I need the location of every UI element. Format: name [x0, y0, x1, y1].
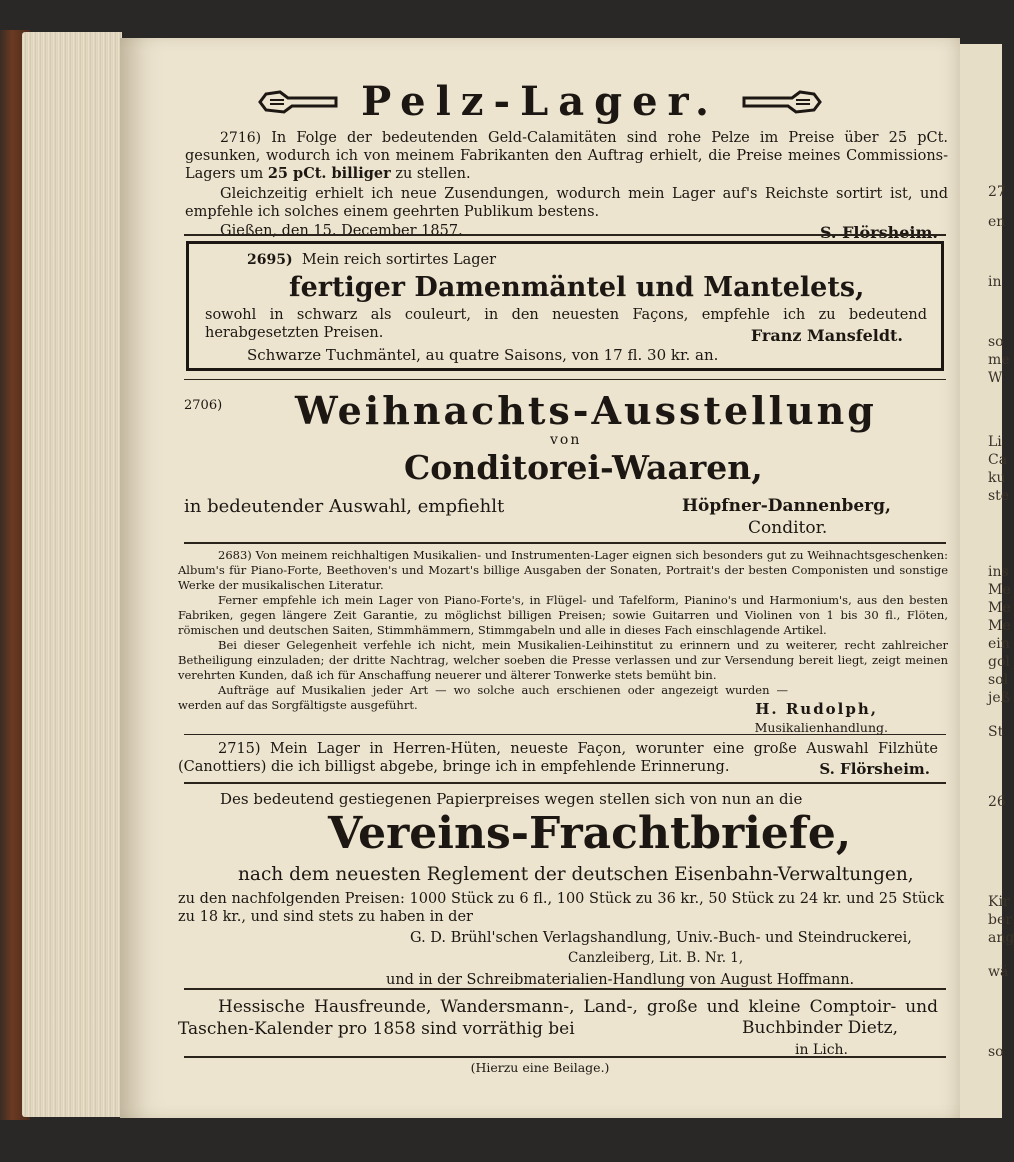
ad-text-end: zu stellen.: [395, 166, 471, 182]
page-edges: [22, 32, 122, 1117]
divider: [184, 782, 946, 784]
divider: [184, 379, 946, 380]
next-page-fragment: [958, 44, 1014, 1118]
ad-body: [185, 129, 948, 183]
ad-number: 2716): [220, 130, 262, 146]
divider: [184, 1056, 946, 1058]
next-page-text-fragment: wä: [988, 964, 1009, 980]
next-page-text-fragment: so: [988, 1044, 1004, 1060]
next-page-text-fragment: 26: [988, 794, 1006, 810]
next-page-text-fragment: Me: [988, 618, 1011, 634]
ad-damenmaentel-box: [186, 241, 944, 371]
next-page-text-fragment: Kir: [988, 894, 1010, 910]
ad-title-row: [120, 78, 960, 125]
ad-text: Mein Lager in Herren-Hüten, neueste Façon, worunter eine große Auswahl Filzhüte (Canottiers) die ich billigst abgebe, bringe ich in empfehlende Erinnerung.: [178, 741, 939, 775]
ad-text-2: Gleichzeitig erhielt ich neue Zusendungen, wodurch mein Lager auf's Reichste sortirt ist, und empfehle ich solches einem geehrten Publikum bestens.: [185, 186, 948, 220]
ad-intro-row: [247, 252, 496, 268]
signature: Buchbinder Dietz,: [742, 1018, 898, 1038]
ad-title: Pelz-Lager.: [361, 78, 719, 125]
ad-vereins-frachtbriefe: [120, 788, 960, 988]
next-page-text-fragment: so: [988, 334, 1004, 350]
ad-price-line: Schwarze Tuchmäntel, au quatre Saisons, von 17 fl. 30 kr. an.: [247, 346, 719, 364]
next-page-text-fragment: ku: [988, 470, 1006, 486]
next-page-text-fragment: W: [988, 370, 1003, 386]
signature-place: in Lich.: [794, 1042, 848, 1058]
next-page-text-fragment: en: [988, 214, 1006, 230]
divider: [184, 542, 946, 544]
next-page-text-fragment: ang: [988, 930, 1014, 946]
pointing-hand-left-icon: [258, 88, 338, 116]
pointing-hand-right-icon: [742, 88, 822, 116]
publisher: G. D. Brühl'schen Verlagshandlung, Univ.-Buch- und Steindruckerei,: [410, 930, 912, 946]
divider: [184, 234, 946, 236]
next-page-text-fragment: Me: [988, 600, 1011, 616]
ad-paragraph-1: [178, 548, 948, 593]
page-footer-note: (Hierzu eine Beilage.): [470, 1060, 610, 1075]
place-date: Gießen, den 15. December 1857.: [220, 223, 463, 239]
ad-bold-text: 25 pCt. billiger: [267, 165, 391, 182]
ad-paragraph-3: Bei dieser Gelegenheit verfehle ich nicht, mein Musikalien-Leihinstitut zu erinnern und zu weiterer, recht zahlreicher Betheiligung einzuladen; der dritte Nachtrag, welcher soeben die Presse verlassen und zur Versendung bereit liegt, zeigt meinen verehrten Kunden, daß ich für Anschaffung neuerer und älterer Tonwerke stets bemüht bin.: [178, 638, 948, 682]
publisher-address: Canzleiberg, Lit. B. Nr. 1,: [568, 950, 744, 966]
ad-text: sowohl in schwarz als couleurt, in den neuesten Façons, empfehle ich zu bedeutend herabgesetzten Preisen.: [205, 307, 927, 341]
next-page-text-fragment: Ca: [988, 452, 1008, 468]
ad-kalender: [178, 996, 948, 1058]
signature: S. Flörsheim.: [819, 223, 938, 242]
ad-number: 2683): [218, 548, 252, 562]
signature: Höpfner-Dannenberg,: [682, 496, 891, 516]
ad-pelz-lager: [120, 78, 960, 245]
next-page-text-fragment: ber: [988, 912, 1012, 928]
next-page-text-fragment: sol: [988, 672, 1009, 688]
next-page-text-fragment: 27: [988, 184, 1006, 200]
ad-paragraph-4: Aufträge auf Musikalien jeder Art — wo solche auch erschienen oder angezeigt wurden — werden auf das Sorgfältigste ausgeführt.: [178, 683, 788, 712]
ad-intro: Des bedeutend gestiegenen Papierpreises wegen stellen sich von nun an die: [220, 790, 803, 808]
signature-role: Musikalienhandlung.: [754, 720, 888, 735]
next-page-text-fragment: Li: [988, 434, 1002, 450]
ad-text: In Folge der bedeutenden Geld-Calamitäten sind rohe Pelze im Preise über 25 pCt. gesunken, wodurch ich von meinem Fabrikanten den Auftrag erhielt, die Preise meines Commissions-Lagers um: [185, 130, 949, 182]
second-vendor: und in der Schreibmaterialien-Handlung von August Hoffmann.: [386, 972, 855, 988]
signature-role: Conditor.: [748, 518, 828, 538]
next-page-text-fragment: ein: [988, 636, 1010, 652]
ad-text: Von meinem reichhaltigen Musikalien- und Instrumenten-Lager eignen sich besonders gut zu Weihnachtsgeschenken: Album's für Piano-Forte, Beethoven's und Mozart's billige Ausgaben der Sonaten, Portrait's der besten Componisten und sonstige Werke der musikalischen Literatur.: [178, 548, 948, 592]
ad-intro: Mein reich sortirtes Lager: [301, 252, 497, 268]
ad-number: 2715): [218, 741, 261, 757]
next-page-text-fragment: in: [988, 274, 1002, 290]
ad-number: 2695): [247, 252, 293, 268]
next-page-text-fragment: St: [988, 724, 1004, 740]
ad-text: in bedeutender Auswahl, empfiehlt: [184, 496, 505, 517]
ad-musikalien: [178, 548, 948, 735]
ad-title: Weihnachts-Ausstellung: [295, 388, 877, 433]
next-page-text-fragment: me: [988, 352, 1010, 368]
ad-headline: Vereins-Frachtbriefe,: [328, 808, 852, 859]
von-label: von: [550, 432, 582, 448]
ad-subline: nach dem neuesten Reglement der deutschen Eisenbahn-Verwaltungen,: [238, 864, 914, 885]
ad-headline: fertiger Damenmäntel und Mantelets,: [289, 272, 865, 303]
ad-text: Hessische Hausfreunde, Wandersmann-, Land-, große und kleine Comptoir- und Taschen-Kalender pro 1858 sind vorräthig bei: [178, 997, 938, 1039]
ad-paragraph-2: Ferner empfehle ich mein Lager von Piano-Forte's, in Flügel- und Tafelform, Pianino's und Harmonium's, aus den besten Fabriken, gegen längere Zeit Garantie, zu möglichst billigen Preisen; sowie Guitarren und Violinen von 1 bis 30 fl., Flöten, römischen und deutschen Saiten, Stimmhämmern, Stimmgabeln und alle in dieses Fach einschlagende Artikel.: [178, 593, 948, 637]
signature: S. Flörsheim.: [819, 760, 930, 778]
ad-herren-hueten: [178, 740, 948, 776]
newspaper-page: [120, 38, 960, 1118]
signature: H. Rudolph,: [755, 700, 878, 718]
next-page-text-fragment: ste: [988, 488, 1010, 504]
next-page-text-fragment: ins: [988, 564, 1009, 580]
ad-number: 2706): [184, 398, 223, 413]
divider: [184, 988, 946, 990]
ad-subtitle: Conditorei-Waaren,: [404, 448, 763, 487]
next-page-text-fragment: jeß: [988, 690, 1010, 706]
next-page-text-fragment: gol: [988, 654, 1010, 670]
ad-prices: zu den nachfolgenden Preisen: 1000 Stück zu 6 fl., 100 Stück zu 36 kr., 50 Stück zu 24 kr. und 25 Stück zu 18 kr., und sind stets zu haben in der: [178, 891, 944, 925]
ad-weihnachts-ausstellung: [120, 386, 960, 546]
divider: [184, 734, 946, 735]
signature: Franz Mansfeldt.: [750, 326, 903, 345]
next-page-text-fragment: Me: [988, 582, 1011, 598]
